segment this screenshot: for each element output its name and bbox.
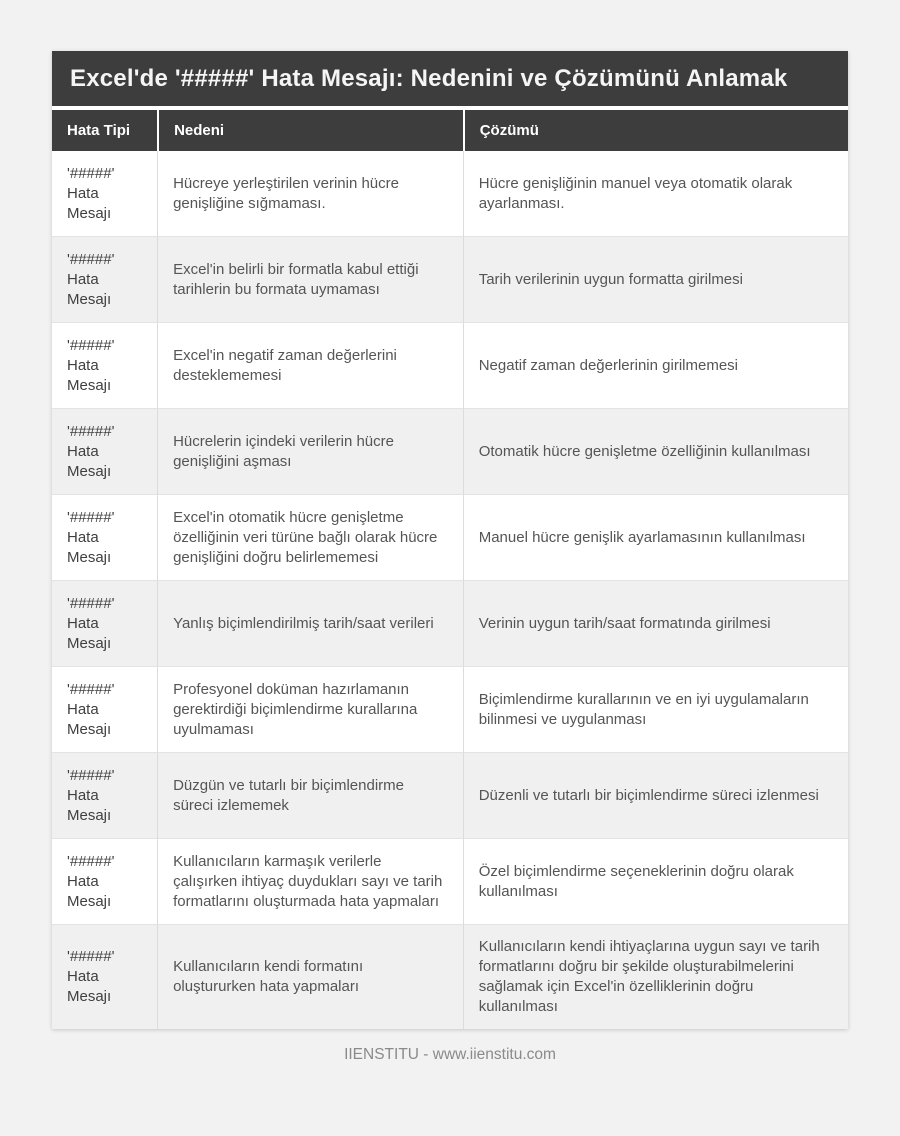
table-body: [52, 151, 848, 1029]
cell-cause: Hücreye yerleştirilen verinin hücre genişliğine sığmaması.: [157, 151, 463, 236]
column-header-cozumu: Çözümü: [463, 110, 848, 151]
cell-type: '#####' Hata Mesajı: [52, 752, 157, 838]
content-card: [52, 51, 848, 1029]
table-row: [52, 494, 848, 580]
table-row: [52, 752, 848, 838]
table-row: [52, 580, 848, 666]
cell-cause: Excel'in negatif zaman değerlerini desteklememesi: [157, 322, 463, 408]
cell-cause: Excel'in otomatik hücre genişletme özelliğinin veri türüne bağlı olarak hücre genişliğini doğru belirlememesi: [157, 494, 463, 580]
cell-type: '#####' Hata Mesajı: [52, 580, 157, 666]
cell-solution: Manuel hücre genişlik ayarlamasının kullanılması: [463, 494, 848, 580]
cell-type: '#####' Hata Mesajı: [52, 408, 157, 494]
table-row: [52, 322, 848, 408]
cell-type: '#####' Hata Mesajı: [52, 838, 157, 924]
table-header-row: [52, 110, 848, 151]
cell-type: '#####' Hata Mesajı: [52, 666, 157, 752]
table-row: [52, 236, 848, 322]
table-row: [52, 151, 848, 236]
cell-type: '#####' Hata Mesajı: [52, 924, 157, 1029]
cell-cause: Profesyonel doküman hazırlamanın gerektirdiği biçimlendirme kurallarına uyulmaması: [157, 666, 463, 752]
cell-solution: Otomatik hücre genişletme özelliğinin kullanılması: [463, 408, 848, 494]
error-table: [52, 110, 848, 1029]
cell-cause: Hücrelerin içindeki verilerin hücre genişliğini aşması: [157, 408, 463, 494]
footer-brand-text: IIENSTITU - www.iienstitu.com: [344, 1046, 556, 1063]
cell-solution: Hücre genişliğinin manuel veya otomatik olarak ayarlanması.: [463, 151, 848, 236]
cell-type: '#####' Hata Mesajı: [52, 236, 157, 322]
cell-solution: Negatif zaman değerlerinin girilmemesi: [463, 322, 848, 408]
cell-solution: Tarih verilerinin uygun formatta girilmesi: [463, 236, 848, 322]
page-title: Excel'de '#####' Hata Mesajı: Nedenini ve Çözümünü Anlamak: [52, 51, 848, 106]
cell-type: '#####' Hata Mesajı: [52, 494, 157, 580]
table-row: [52, 666, 848, 752]
cell-cause: Kullanıcıların karmaşık verilerle çalışırken ihtiyaç duydukları sayı ve tarih formatlarını oluşturmada hata yapmaları: [157, 838, 463, 924]
cell-solution: Biçimlendirme kurallarının ve en iyi uygulamaların bilinmesi ve uygulanması: [463, 666, 848, 752]
column-header-hata-tipi: Hata Tipi: [52, 110, 157, 151]
cell-cause: Yanlış biçimlendirilmiş tarih/saat verileri: [157, 580, 463, 666]
cell-solution: Özel biçimlendirme seçeneklerinin doğru olarak kullanılması: [463, 838, 848, 924]
table-row: [52, 408, 848, 494]
cell-cause: Düzgün ve tutarlı bir biçimlendirme süreci izlememek: [157, 752, 463, 838]
column-header-nedeni: Nedeni: [157, 110, 463, 151]
cell-cause: Kullanıcıların kendi formatını oluştururken hata yapmaları: [157, 924, 463, 1029]
cell-type: '#####' Hata Mesajı: [52, 322, 157, 408]
cell-solution: Kullanıcıların kendi ihtiyaçlarına uygun sayı ve tarih formatlarını doğru bir şekilde oluşturabilmelerini sağlamak için Excel'in özelliklerinin doğru kullanılması: [463, 924, 848, 1029]
cell-solution: Verinin uygun tarih/saat formatında girilmesi: [463, 580, 848, 666]
table-row: [52, 838, 848, 924]
table-row: [52, 924, 848, 1029]
cell-type: '#####' Hata Mesajı: [52, 151, 157, 236]
cell-solution: Düzenli ve tutarlı bir biçimlendirme süreci izlenmesi: [463, 752, 848, 838]
cell-cause: Excel'in belirli bir formatla kabul ettiği tarihlerin bu formata uymaması: [157, 236, 463, 322]
table-header: [52, 110, 848, 151]
